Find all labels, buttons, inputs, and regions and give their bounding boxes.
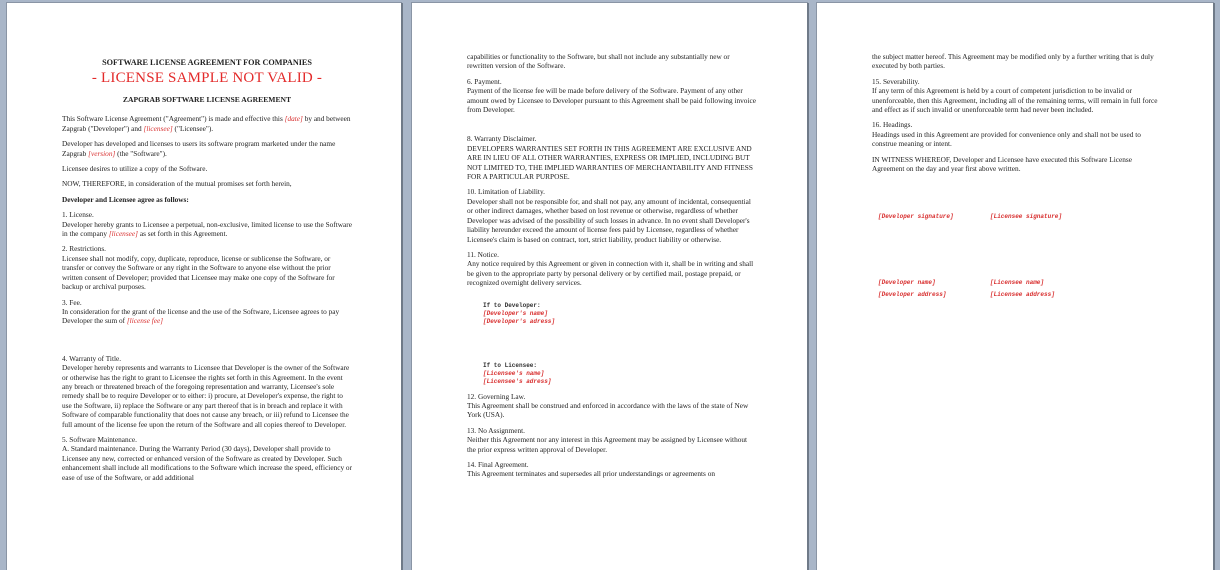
section-8-body: DEVELOPERS WARRANTIES SET FORTH IN THIS AGREEMENT ARE EXCLUSIVE AND ARE IN LIEU OF ALL OTHER WARRANTIES, EXPRESS OR IMPLIED, INCLUDING BUT NOT LIMITED TO, THE IMPLIED WARRANTIES OF MERCHANTABILITY AND FITNESS FOR A PARTICULAR PURPOSE.	[467, 143, 753, 182]
section-10-body: Developer shall not be responsible for, and shall not pay, any amount of incidental, consequential or other indirect damages, whether based on lost revenue or otherwise, regardless of whether Developer was advised of the possibility of such losses in advance. In no event shall Developer's liability hereunder exceed the amount of license fees paid by Licensee, regardless of whether Licensee's claim is based on contract, tort, strict liability, product liability or otherwise.	[467, 196, 751, 244]
page-2-content	[467, 52, 757, 485]
licensee-placeholder: [licensee]	[143, 123, 173, 133]
section-5-body: A. Standard maintenance. During the Warranty Period (30 days), Developer shall provide to Licensee any new, corrected or enhanced version of the Software as created by Developer. Such enhancement shall include all modifications to the Software which increase the speed, efficiency or ease of use of the Software, or add additional	[62, 444, 353, 482]
section-14-body: This Agreement terminates and supersedes all prior understandings or agreements on	[467, 469, 716, 479]
section-4-heading: 4. Warranty of Title.	[62, 353, 122, 363]
developer-signature-placeholder: [Developer signature]	[878, 213, 954, 221]
section-11-body: Any notice required by this Agreement or given in connection with it, shall be in writing and shall be given to the appropriate party by personal delivery or by certified mail, postage prepaid, or recognized overnight delivery services.	[467, 259, 754, 288]
section-1-heading: 1. License.	[62, 210, 94, 220]
developer-paragraph: Developer has developed and licenses to users its software program marketed under the name Zapgrab [version] (the "Software").	[62, 139, 336, 158]
licensee-address-sig-placeholder: [Licensee address]	[990, 291, 1055, 299]
section-3-heading: 3. Fee.	[62, 297, 82, 307]
section-10-heading: 10. Limitation of Liability.	[467, 187, 545, 197]
intro-paragraph: This Software License Agreement ("Agreement") is made and effective this [date] by and between Zapgrab ("Developer") and [licensee] ("Licensee").	[62, 114, 351, 133]
section-13-body: Neither this Agreement nor any interest in this Agreement may be assigned by Licensee without the prior express written approval of Developer.	[467, 435, 748, 454]
sample-warning-title: - LICENSE SAMPLE NOT VALID -	[91, 70, 323, 86]
section-3-body: In consideration for the grant of the license and the use of the Software, Licensee agrees to pay Developer the sum of [license fee]	[62, 306, 340, 326]
section-13-heading: 13. No Assignment.	[467, 425, 525, 435]
section-6-heading: 6. Payment.	[467, 76, 502, 86]
section-14-heading: 14. Final Agreement.	[467, 459, 529, 469]
licensee-notice-block	[483, 362, 757, 386]
license-fee-placeholder: [license fee]	[126, 316, 164, 326]
desires-paragraph: Licensee desires to utilize a copy of the Software.	[62, 164, 208, 174]
section-4-body: Developer hereby represents and warrants to Licensee that Developer is the owner of the Software or otherwise has the right to grant to Licensee the rights set forth in this Agreement. In the event any breach or threatened breach of the foregoing representation and warranty, Licensee's sole remedy shall be to require Developer or to either: i) procure, at Developer's expense, the right to use the Software, ii) replace the Software or any part thereof that is in breach and replace it with Software of comparable functionality that does not cause any breach, or iii) refund to Licensee the full amount of the license fee upon the return of the Software and all copies thereof to Developer.	[62, 363, 350, 429]
section-2-heading: 2. Restrictions.	[62, 244, 106, 254]
section-16-body: Headings used in this Agreement are provided for convenience only and shall not be used to construe meaning or intent.	[872, 129, 1141, 149]
date-placeholder: [date]	[284, 114, 303, 124]
continued-paragraph: capabilities or functionality to the Software, but shall not include any substantially new or rewritten version of the Software.	[467, 52, 730, 71]
developer-address-placeholder: [Developer's adress]	[483, 317, 556, 325]
agree-heading: Developer and Licensee agree as follows:	[62, 194, 189, 204]
if-to-licensee-label: If to Licensee:	[483, 361, 538, 369]
document-page-3	[817, 3, 1213, 570]
developer-name-placeholder: [Developer's name]	[483, 309, 548, 317]
section-15-body: If any term of this Agreement is held by a court of competent jurisdiction to be invalid or unenforceable, then this Agreement, including all of the remaining terms, will remain in full force and effect as if such invalid or unenforceable term had never been included.	[872, 86, 1158, 115]
section-11-heading: 11. Notice.	[467, 249, 499, 259]
if-to-developer-label: If to Developer:	[483, 301, 541, 309]
licensee-placeholder-2: [licensee]	[108, 229, 138, 239]
version-placeholder: [version]	[88, 148, 116, 158]
continued-paragraph-3: the subject matter hereof. This Agreement may be modified only by a further writing that is duly executed by both parties.	[872, 52, 1154, 71]
page-3-content	[872, 52, 1164, 299]
licensee-name-sig-placeholder: [Licensee name]	[990, 279, 1045, 287]
licensee-name-placeholder: [Licensee's name]	[483, 369, 545, 377]
section-8-heading: 8. Warranty Disclaimer.	[467, 134, 537, 144]
document-page-1	[7, 3, 401, 570]
witness-paragraph: IN WITNESS WHEREOF, Developer and Licensee have executed this Software License Agreement on the day and year first above written.	[872, 154, 1132, 174]
developer-notice-block	[483, 302, 757, 326]
section-12-heading: 12. Governing Law.	[467, 391, 526, 401]
section-2-body: Licensee shall not modify, copy, duplicate, reproduce, license or sublicense the Software, or transfer or convey the Software or any right in the Software to anyone else without the prior written consent of Developer; provided that Licensee may make one copy of the Software for backup or archival purposes.	[62, 253, 335, 292]
section-6-body: Payment of the license fee will be made before delivery of the Software. Payment of any other amount owed by Licensee to Developer pursuant to this Agreement shall be paid following invoice from Developer.	[467, 86, 756, 115]
signature-row	[878, 213, 1164, 221]
section-5-heading: 5. Software Maintenance.	[62, 434, 137, 444]
licensee-signature-placeholder: [Licensee signature]	[990, 213, 1063, 221]
page-1-content	[62, 58, 352, 488]
agreement-title: SOFTWARE LICENSE AGREEMENT FOR COMPANIES	[102, 58, 312, 67]
section-1-body: Developer hereby grants to Licensee a perpetual, non-exclusive, limited license to use the Software in the company [licensee] as set forth in this Agreement.	[62, 219, 352, 239]
section-15-heading: 15. Severability.	[872, 76, 920, 86]
section-16-heading: 16. Headings.	[872, 120, 913, 130]
developer-address-sig-placeholder: [Developer address]	[878, 291, 947, 299]
now-therefore-paragraph: NOW, THEREFORE, in consideration of the mutual promises set forth herein,	[62, 179, 292, 189]
document-page-2	[412, 3, 807, 570]
developer-name-sig-placeholder: [Developer name]	[878, 279, 936, 287]
licensee-address-placeholder: [Licensee's adress]	[483, 377, 552, 385]
section-12-body: This Agreement shall be construed and enforced in accordance with the laws of the state of New York (USA).	[467, 400, 749, 420]
name-row	[878, 279, 1164, 287]
address-row	[878, 291, 1164, 299]
agreement-subtitle: ZAPGRAB SOFTWARE LICENSE AGREEMENT	[122, 95, 292, 104]
